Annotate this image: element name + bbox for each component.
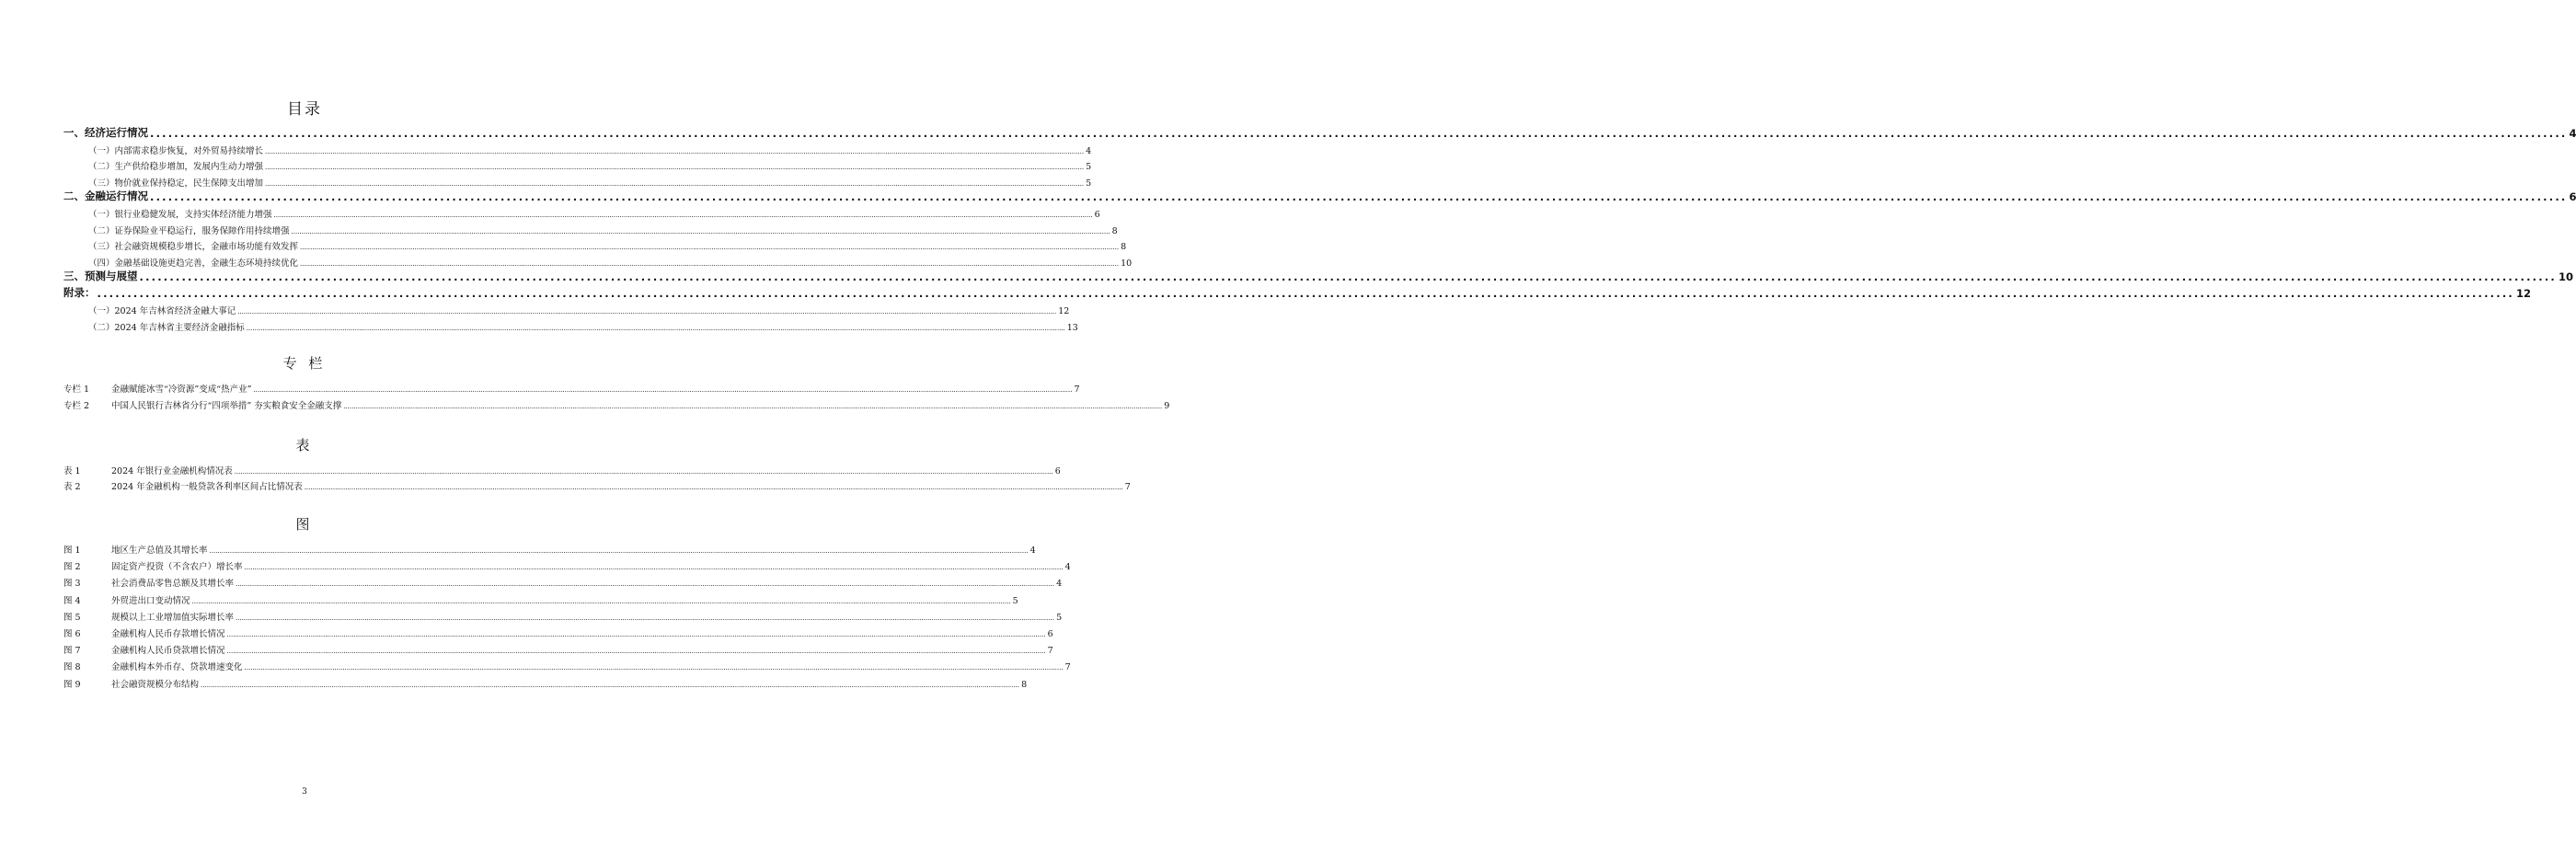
- figure-entry[interactable]: [63, 608, 1063, 623]
- toc-chapter-page: 12: [2515, 287, 2531, 300]
- figure-entry[interactable]: [63, 658, 1071, 672]
- table-entry-text: 2024 年银行业金融机构情况表: [111, 466, 233, 476]
- toc-section-label: （四）金融基础设施更趋完善，金融生态环境持续优化: [88, 258, 299, 269]
- dot-leader: ................................................................................................................................................................................................................................................................................................................................................................................................................: [273, 212, 1093, 219]
- figure-entry-label: [63, 610, 234, 623]
- dot-leader: ................................................................................................................................................................................................................................................................................................................................................................................................................: [150, 190, 2568, 203]
- figure-entry[interactable]: [63, 591, 1018, 606]
- figure-entry-label: [63, 643, 225, 656]
- dot-leader: ................................................................................................................................................................................................................................................................................................................................................................................................................: [300, 260, 1120, 268]
- figure-entry-text: 社会消费品零售总额及其增长率: [111, 579, 235, 589]
- dot-leader: ................................................................................................................................................................................................................................................................................................................................................................................................................: [300, 244, 1120, 251]
- figure-entry-number: 图 8: [63, 662, 81, 672]
- dot-leader: ................................................................................................................................................................................................................................................................................................................................................................................................................: [244, 664, 1064, 672]
- figure-entry-number: 图 7: [63, 646, 81, 656]
- table-entry-label: [63, 464, 233, 476]
- figure-entry[interactable]: [63, 557, 1071, 572]
- toc-section-page: 4: [1086, 146, 1092, 156]
- figure-entry-page: 4: [1056, 579, 1063, 589]
- toc-section-page: 6: [1094, 210, 1100, 220]
- toc-section[interactable]: [88, 318, 1078, 333]
- column-entry-number: 专栏 1: [63, 385, 90, 395]
- toc-section[interactable]: [88, 174, 1092, 189]
- toc-chapter-page: 10: [2558, 270, 2573, 283]
- toc-section-page: 5: [1086, 162, 1092, 172]
- table-entry-page: 6: [1054, 466, 1061, 476]
- toc-title: 目录: [287, 100, 322, 119]
- figure-entry-page: 5: [1012, 596, 1018, 606]
- dot-leader: ................................................................................................................................................................................................................................................................................................................................................................................................................: [209, 547, 1029, 555]
- column-entry-page: 9: [1164, 401, 1170, 411]
- toc-section-page: 8: [1111, 226, 1118, 236]
- figure-entry-page: 4: [1029, 545, 1036, 556]
- column-entry-text: 金融赋能冰雪“冷资源”变成“热产业”: [111, 385, 252, 395]
- figure-entry-number: 图 4: [63, 596, 81, 606]
- toc-chapter-label: 附录：: [63, 286, 96, 299]
- figure-entry-page: 5: [1056, 613, 1063, 623]
- figure-entry-page: 4: [1064, 562, 1071, 572]
- figures-title: 图: [295, 516, 314, 533]
- figure-entry-text: 外贸进出口变动情况: [111, 596, 190, 606]
- toc-chapter-page: 4: [2569, 127, 2576, 140]
- dot-leader: ................................................................................................................................................................................................................................................................................................................................................................................................................: [97, 287, 2514, 300]
- dot-leader: ................................................................................................................................................................................................................................................................................................................................................................................................................: [236, 580, 1055, 588]
- column-entry-number: 专栏 2: [63, 401, 90, 411]
- table-entry-label: [63, 479, 303, 492]
- toc-chapter[interactable]: [63, 125, 2576, 140]
- dot-leader: ................................................................................................................................................................................................................................................................................................................................................................................................................: [265, 164, 1085, 171]
- toc-section[interactable]: [88, 302, 1070, 316]
- table-entry-number: 表 2: [63, 482, 81, 492]
- figure-entry[interactable]: [63, 574, 1063, 589]
- column-entry-text: 中国人民银行吉林省分行“四项举措” 夯实粮食安全金融支撑: [111, 401, 342, 411]
- figure-entry-page: 7: [1047, 646, 1053, 656]
- toc-section-label: （一）内部需求稳步恢复，对外贸易持续增长: [88, 146, 264, 156]
- table-entry[interactable]: [63, 462, 1061, 476]
- figure-entry-text: 地区生产总值及其增长率: [111, 545, 208, 556]
- toc-section-page: 8: [1121, 242, 1127, 252]
- figure-entry-label: [63, 660, 243, 672]
- figure-entry-label: [63, 593, 190, 606]
- column-entry[interactable]: [63, 380, 1080, 395]
- toc-section-label: （三）物价就业保持稳定，民生保障支出增加: [88, 178, 264, 189]
- figure-entry-number: 图 6: [63, 629, 81, 639]
- dot-leader: ................................................................................................................................................................................................................................................................................................................................................................................................................: [201, 682, 1020, 689]
- figure-entry-text: 金融机构人民币存款增长情况: [111, 629, 225, 639]
- dot-leader: ................................................................................................................................................................................................................................................................................................................................................................................................................: [343, 403, 1163, 410]
- toc-chapter-label: 三、预测与展望: [63, 270, 138, 282]
- page-number: 3: [302, 787, 307, 797]
- dot-leader: ................................................................................................................................................................................................................................................................................................................................................................................................................: [236, 614, 1055, 622]
- dot-leader: ................................................................................................................................................................................................................................................................................................................................................................................................................: [139, 270, 2557, 283]
- columns-title: 专 栏: [282, 355, 327, 372]
- table-entry[interactable]: [63, 477, 1131, 492]
- dot-leader: ................................................................................................................................................................................................................................................................................................................................................................................................................: [304, 484, 1123, 491]
- toc-chapter-page: 6: [2569, 190, 2576, 203]
- dot-leader: ................................................................................................................................................................................................................................................................................................................................................................................................................: [191, 598, 1011, 605]
- dot-leader: ................................................................................................................................................................................................................................................................................................................................................................................................................: [234, 468, 1053, 476]
- toc-section-page: 12: [1058, 306, 1070, 316]
- dot-leader: ................................................................................................................................................................................................................................................................................................................................................................................................................: [244, 564, 1064, 571]
- toc-chapter[interactable]: [63, 189, 2576, 203]
- figure-entry-page: 6: [1047, 629, 1053, 639]
- figure-entry[interactable]: [63, 625, 1053, 639]
- dot-leader: ................................................................................................................................................................................................................................................................................................................................................................................................................: [226, 631, 1046, 638]
- figure-entry-text: 金融机构本外币存、贷款增速变化: [111, 662, 243, 672]
- toc-chapter-label: 二、金融运行情况: [63, 189, 148, 202]
- dot-leader: ................................................................................................................................................................................................................................................................................................................................................................................................................: [150, 127, 2568, 140]
- figure-entry-number: 图 5: [63, 613, 81, 623]
- dot-leader: ................................................................................................................................................................................................................................................................................................................................................................................................................: [237, 308, 1057, 316]
- figure-entry[interactable]: [63, 641, 1053, 656]
- table-entry-number: 表 1: [63, 466, 81, 476]
- toc-section[interactable]: [88, 254, 1133, 269]
- figure-entry-text: 金融机构人民币贷款增长情况: [111, 646, 225, 656]
- toc-section[interactable]: [88, 205, 1100, 220]
- toc-section-label: （三）社会融资规模稳步增长，金融市场功能有效发挥: [88, 242, 299, 252]
- column-entry-page: 7: [1074, 385, 1080, 395]
- dot-leader: ................................................................................................................................................................................................................................................................................................................................................................................................................: [291, 228, 1110, 235]
- dot-leader: ................................................................................................................................................................................................................................................................................................................................................................................................................: [253, 386, 1073, 394]
- figure-entry-number: 图 9: [63, 680, 81, 690]
- toc-section[interactable]: [88, 142, 1092, 156]
- tables-title: 表: [295, 437, 314, 453]
- figure-entry-page: 7: [1064, 662, 1071, 672]
- toc-chapter[interactable]: [63, 269, 2573, 283]
- column-entry-label: [63, 382, 251, 395]
- figure-entry-label: [63, 677, 199, 690]
- toc-section-label: （二）证券保险业平稳运行，服务保障作用持续增强: [88, 226, 290, 236]
- figure-entry-number: 图 3: [63, 579, 81, 589]
- table-entry-text: 2024 年金融机构一般贷款各利率区间占比情况表: [111, 482, 303, 492]
- column-entry[interactable]: [63, 396, 1170, 411]
- dot-leader: ................................................................................................................................................................................................................................................................................................................................................................................................................: [246, 325, 1065, 332]
- toc-chapter-label: 一、经济运行情况: [63, 126, 148, 139]
- table-entry-page: 7: [1124, 482, 1131, 492]
- toc-section[interactable]: [88, 222, 1118, 236]
- toc-section-label: （一）2024 年吉林省经济金融大事记: [88, 306, 236, 316]
- toc-section-label: （一）银行业稳健发展，支持实体经济能力增强: [88, 210, 272, 220]
- figure-entry-label: [63, 543, 208, 556]
- toc-section-label: （二）2024 年吉林省主要经济金融指标: [88, 323, 245, 333]
- figure-entry-text: 规模以上工业增加值实际增长率: [111, 613, 235, 623]
- figure-entry[interactable]: [63, 675, 1028, 690]
- figure-entry-number: 图 2: [63, 562, 81, 572]
- dot-leader: ................................................................................................................................................................................................................................................................................................................................................................................................................: [265, 180, 1085, 188]
- figure-entry-label: [63, 576, 234, 589]
- figure-entry[interactable]: [63, 541, 1036, 556]
- dot-leader: ................................................................................................................................................................................................................................................................................................................................................................................................................: [265, 148, 1085, 155]
- toc-chapter[interactable]: [63, 285, 2531, 300]
- toc-section-page: 10: [1121, 258, 1133, 269]
- toc-section-label: （二）生产供给稳步增加，发展内生动力增强: [88, 162, 264, 172]
- toc-section[interactable]: [88, 157, 1092, 172]
- toc-section[interactable]: [88, 237, 1127, 252]
- figure-entry-label: [63, 559, 243, 572]
- dot-leader: ................................................................................................................................................................................................................................................................................................................................................................................................................: [226, 648, 1046, 655]
- figure-entry-text: 社会融资规模分布结构: [111, 680, 200, 690]
- toc-section-page: 5: [1086, 178, 1092, 189]
- figure-entry-text: 固定资产投资（不含农户）增长率: [111, 562, 243, 572]
- figure-entry-page: 8: [1021, 680, 1028, 690]
- toc-section-page: 13: [1066, 323, 1078, 333]
- figure-entry-label: [63, 626, 225, 639]
- figure-entry-number: 图 1: [63, 545, 81, 556]
- column-entry-label: [63, 398, 341, 411]
